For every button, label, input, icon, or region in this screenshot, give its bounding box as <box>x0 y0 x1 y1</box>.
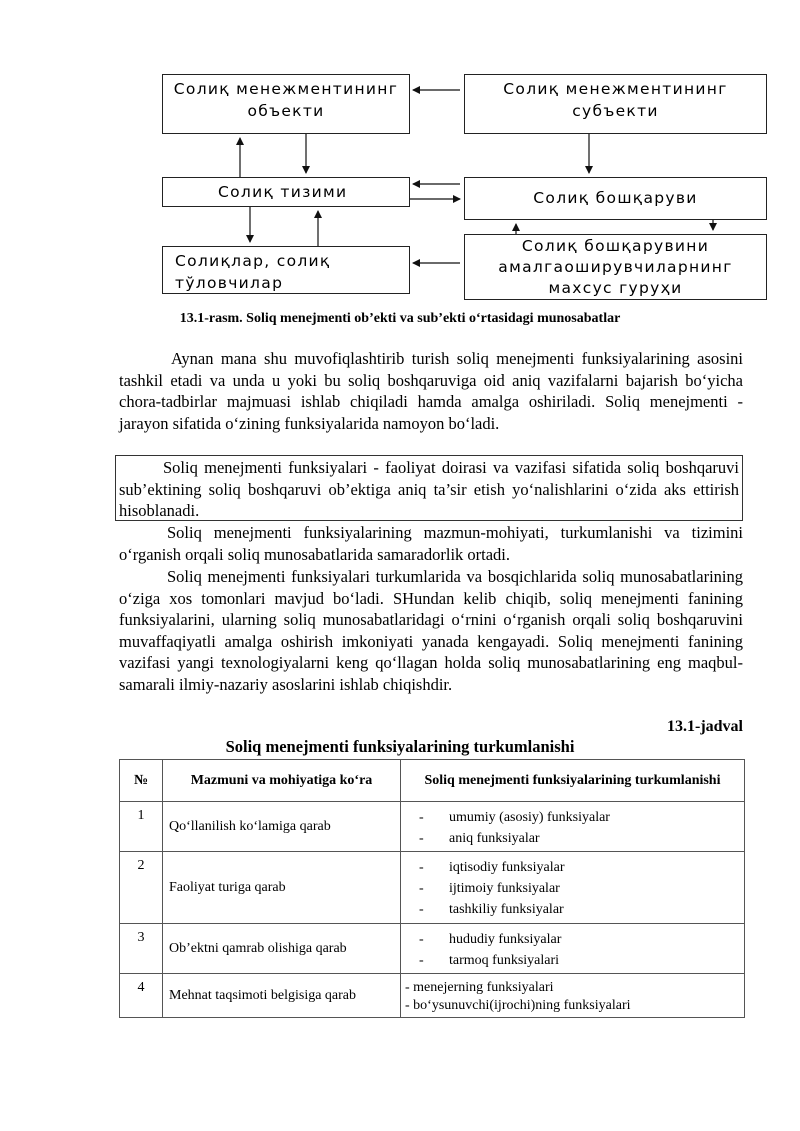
table-row <box>120 974 745 1018</box>
management-box-label: Солиқ бошқаруви <box>533 189 698 207</box>
row-number: 2 <box>120 852 163 924</box>
tax-management-subject-box <box>464 74 767 134</box>
table-header-row <box>120 760 745 802</box>
list-item: - hududiy funksiyalar <box>419 929 744 950</box>
list-item: - aniq funksiyalar <box>419 828 744 849</box>
list-item: - menejerning funksiyalari <box>405 980 554 995</box>
list-item: - tarmoq funksiyalari <box>419 950 744 971</box>
taxes-box-line-2: тўловчилар <box>175 274 284 292</box>
tax-management-box <box>464 177 767 220</box>
table-row <box>120 924 745 974</box>
paragraph-1-text: Aynan mana shu muvofiqlashtirib turish soliq menejmenti funksiyalarining asosini tashkil etadi va unda u yoki bu soliq boshqaruviga oid aniq vazifalarni bajarish bo‘yicha chora-tadbirlar majmuasi ishlab chiqiladi hamda amalga oshiriladi. Soliq menejmenti - jarayon sifatida o‘zining funksiyalarida namoyon bo‘ladi. <box>119 349 743 433</box>
row-criterion: Mehnat taqsimoti belgisiga qarab <box>163 974 401 1018</box>
system-box-label: Солиқ тизими <box>218 183 348 201</box>
paragraph-2 <box>119 522 743 565</box>
paragraph-3-text: Soliq menejmenti funksiyalari turkumlarida va bosqichlarida soliq munosabatlarining o‘ziga xos tomonlari mavjud bo‘ladi. SHundan kelib chiqib, soliq menejmenti fanining funksiyalarini, ularning soliq munosabatlaridagi o‘rnini o‘rganish orqali soliq boshqaruvini muvaffaqiyatli amalga oshirish imkoniyati yanada kengayadi. Soliq menejmenti fanining vazifasi yangi texnologiyalarni keng qo‘llagan holda soliq munosabatlarining eng maqbul-samarali ilmiy-nazariy asoslarini ishlab chiqishdir. <box>119 567 743 694</box>
object-box-line-2: объекти <box>247 102 325 120</box>
subject-box-line-2: субъекти <box>572 102 659 120</box>
row-items <box>401 852 745 924</box>
group-box-line-2: амалгаоширувчиларнинг <box>498 258 733 276</box>
tax-system-box <box>162 177 410 207</box>
row-criterion: Ob’ektni qamrab olishiga qarab <box>163 924 401 974</box>
tax-management-object-box <box>162 74 410 134</box>
list-item: - ijtimoiy funksiyalar <box>419 878 744 899</box>
paragraph-1 <box>119 348 743 434</box>
group-box-line-1: Солиқ бошқарувини <box>521 237 710 255</box>
table-number: 13.1-jadval <box>667 718 743 735</box>
special-group-box <box>464 234 767 300</box>
row-items <box>401 924 745 974</box>
figure-caption: 13.1-rasm. Soliq menejmenti ob’ekti va sub’ekti o‘rtasidagi munosabatlar <box>179 311 621 326</box>
row-number: 3 <box>120 924 163 974</box>
taxes-and-payers-box <box>162 246 410 294</box>
header-classification: Soliq menejmenti funksiyalarining turkumlanishi <box>401 760 745 802</box>
list-item: - bo‘ysunuvchi(ijrochi)ning funksiyalari <box>405 998 631 1013</box>
row-items <box>401 802 745 852</box>
paragraph-3 <box>119 566 743 695</box>
table-title: Soliq menejmenti funksiyalarining turkumlanishi <box>225 737 575 756</box>
relationship-diagram <box>0 0 800 310</box>
object-box-line-1: Солиқ менежментининг <box>173 80 399 98</box>
header-criterion: Mazmuni va mohiyatiga ko‘ra <box>163 760 401 802</box>
definition-text: Soliq menejmenti funksiyalari - faoliyat doirasi va vazifasi sifatida soliq boshqaruvi sub’ektining soliq boshqaruvi ob’ektiga aniq ta’sir etish yo‘nalishlarini o‘zida aks ettirish hisoblanadi. <box>119 458 739 520</box>
row-items <box>401 974 745 1018</box>
header-number: № <box>120 760 163 802</box>
paragraph-2-text: Soliq menejmenti funksiyalarining mazmun-mohiyati, turkumlanishi va tizimini o‘rganish orqali soliq munosabatlarida samaradorlik ortadi. <box>119 523 743 564</box>
subject-box-line-1: Солиқ менежментининг <box>503 80 728 98</box>
group-box-line-3: махсус гуруҳи <box>548 279 683 297</box>
table-row <box>120 852 745 924</box>
functions-table <box>119 759 745 1018</box>
taxes-box-line-1: Солиқлар, солиқ <box>175 252 331 270</box>
list-item: - umumiy (asosiy) funksiyalar <box>419 807 744 828</box>
row-criterion: Qo‘llanilish ko‘lamiga qarab <box>163 802 401 852</box>
definition-box <box>115 455 743 521</box>
row-number: 1 <box>120 802 163 852</box>
table-row <box>120 802 745 852</box>
list-item: - iqtisodiy funksiyalar <box>419 857 744 878</box>
row-criterion: Faoliyat turiga qarab <box>163 852 401 924</box>
list-item: - tashkiliy funksiyalar <box>419 899 744 920</box>
row-number: 4 <box>120 974 163 1018</box>
